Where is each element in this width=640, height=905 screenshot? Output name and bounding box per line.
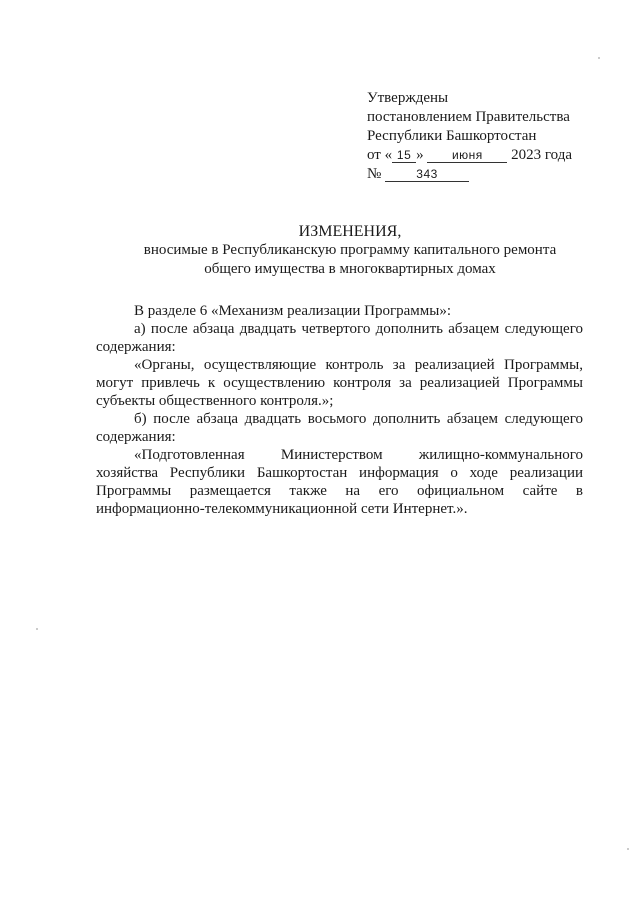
date-month: июня: [427, 148, 507, 163]
scan-speck: [36, 628, 38, 630]
document-heading: [100, 222, 600, 279]
approval-stamp: [367, 89, 572, 184]
approval-line-resolution: постановлением Правительства: [367, 109, 570, 125]
document-subtitle-line-2: общего имущества в многоквартирных домах: [204, 261, 496, 277]
paragraph-quote-a: «Органы, осуществляющие контроль за реализацией Программы, могут привлечь к осуществлению контроля за реализацией Программы субъекты общественного контроля.»;: [96, 357, 583, 409]
approval-date-line: [367, 146, 572, 165]
resolution-number: 343: [385, 167, 469, 182]
date-year: 2023 года: [511, 147, 572, 163]
paragraph-section-6: В разделе 6 «Механизм реализации Программы»:: [134, 303, 451, 319]
paragraph-item-a: а) после абзаца двадцать четвертого дополнить абзацем следующего содержания:: [96, 321, 583, 355]
date-prefix: от «: [367, 147, 393, 163]
date-mid: »: [416, 147, 424, 163]
document-body: [96, 302, 583, 518]
date-day: 15: [392, 148, 416, 163]
document-title: ИЗМЕНЕНИЯ,: [298, 223, 402, 240]
scan-speck: [627, 848, 629, 850]
paragraph-quote-b: «Подготовленная Министерством жилищно-коммунального хозяйства Республики Башкортостан информация о ходе реализации Программы размещается также на его официальном сайте в информационно-телекоммуникационной сети Интернет.».: [96, 447, 583, 517]
document-subtitle-line-1: вносимые в Республиканскую программу капитального ремонта: [143, 242, 557, 258]
approval-number-line: [367, 165, 572, 184]
approval-line-approved: Утверждены: [367, 90, 449, 106]
paragraph-item-b: б) после абзаца двадцать восьмого дополнить абзацем следующего содержания:: [96, 411, 583, 445]
scan-speck: [598, 57, 600, 59]
approval-line-republic: Республики Башкортостан: [367, 128, 537, 144]
number-prefix: №: [367, 166, 382, 182]
